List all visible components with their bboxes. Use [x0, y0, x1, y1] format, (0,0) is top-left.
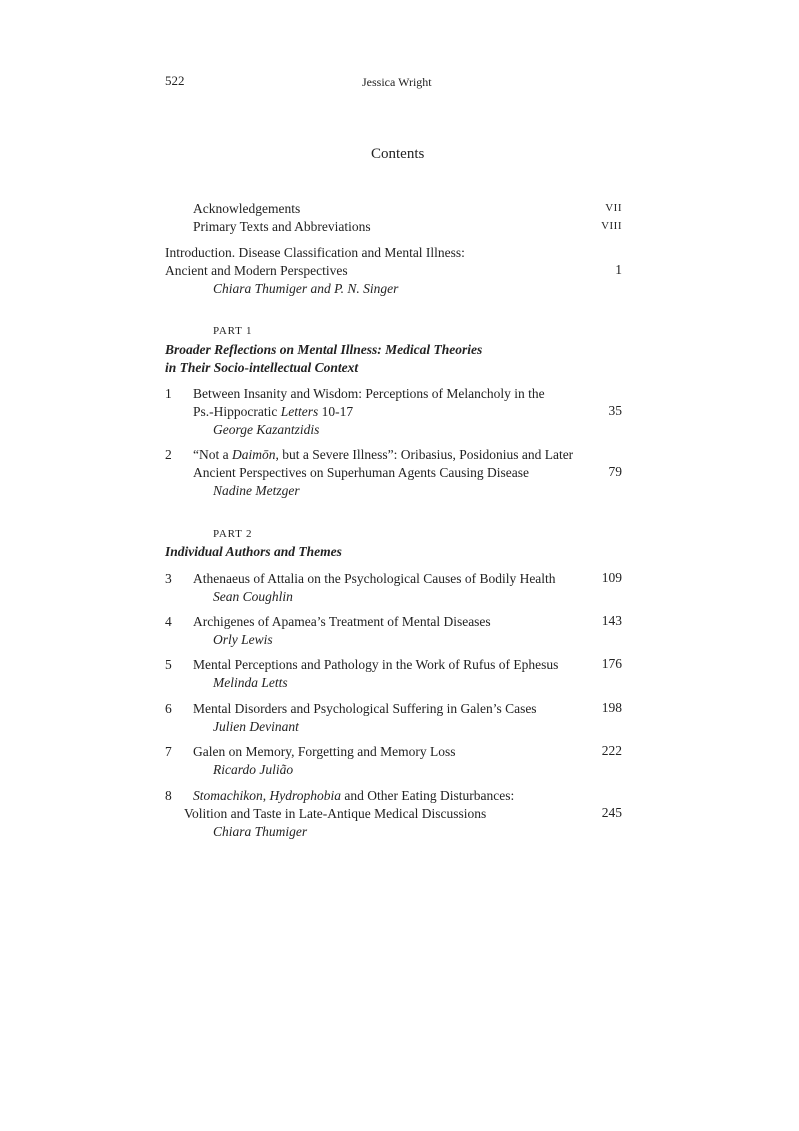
- introduction-page: 1: [615, 262, 622, 277]
- chapter-number: 4: [165, 614, 172, 629]
- chapter-title-line1: “Not a Daimōn, but a Severe Illness”: Oribasius, Posidonius and Later: [193, 447, 574, 462]
- part2-title: Individual Authors and Themes: [165, 544, 342, 559]
- page-number: 522: [165, 73, 185, 88]
- introduction-author: Chiara Thumiger and P. N. Singer: [213, 281, 399, 296]
- front-matter-primary-texts: Primary Texts and Abbreviations: [193, 219, 371, 234]
- chapter-number: 1: [165, 386, 172, 401]
- part2-label: PART 2: [213, 528, 253, 540]
- chapter-title: Galen on Memory, Forgetting and Memory Loss: [193, 744, 456, 759]
- chapter-title-italic: Stomachikon: [193, 788, 263, 803]
- chapter-page: 109: [601, 570, 622, 585]
- part1-label: PART 1: [213, 325, 253, 337]
- front-matter-acknowledgements: Acknowledgements: [193, 201, 301, 216]
- front-matter-acknowledgements-page: VII: [605, 202, 622, 214]
- chapter-author: Melinda Letts: [213, 675, 288, 690]
- chapter-number: 5: [165, 657, 172, 672]
- chapter-page: 245: [601, 805, 622, 820]
- chapter-author: Nadine Metzger: [213, 483, 300, 498]
- part1-title-line2: in Their Socio-intellectual Context: [165, 360, 359, 375]
- introduction-title-line1: Introduction. Disease Classification and Mental Illness:: [165, 245, 465, 260]
- chapter-title-italic: Hydrophobia: [269, 788, 341, 803]
- chapter-number: 6: [165, 701, 172, 716]
- chapter-author: Julien Devinant: [213, 719, 299, 734]
- chapter-page: 143: [601, 613, 622, 628]
- chapter-page: 79: [608, 464, 622, 479]
- chapter-title: Mental Perceptions and Pathology in the Work of Rufus of Ephesus: [193, 657, 559, 672]
- chapter-page: 35: [608, 403, 622, 418]
- chapter-title-italic: Daimōn: [231, 447, 276, 462]
- chapter-title-line2: Volition and Taste in Late-Antique Medical Discussions: [184, 806, 487, 821]
- chapter-author: Orly Lewis: [213, 632, 273, 647]
- chapter-author: George Kazantzidis: [213, 422, 320, 437]
- chapter-title-line2: Ancient Perspectives on Superhuman Agents Causing Disease: [193, 465, 529, 480]
- chapter-page: 222: [601, 743, 622, 758]
- chapter-number: 7: [165, 744, 172, 759]
- chapter-number: 8: [165, 788, 172, 803]
- chapter-title-line2: Ps.-Hippocratic Letters 10-17: [193, 404, 354, 419]
- chapter-title-line1: Stomachikon, Hydrophobia and Other Eating Disturbances:: [193, 788, 515, 803]
- part1-title-line1: Broader Reflections on Mental Illness: Medical Theories: [165, 342, 483, 357]
- chapter-title-line1: Between Insanity and Wisdom: Perceptions of Melancholy in the: [193, 386, 545, 401]
- chapter-author: Ricardo Julião: [213, 762, 294, 777]
- chapter-page: 198: [601, 700, 622, 715]
- chapter-title: Archigenes of Apamea’s Treatment of Mental Diseases: [193, 614, 491, 629]
- chapter-author: Chiara Thumiger: [213, 824, 308, 839]
- chapter-number: 2: [165, 447, 172, 462]
- front-matter-primary-texts-page: VIII: [601, 220, 622, 232]
- chapter-title: Athenaeus of Attalia on the Psychological Causes of Bodily Health: [193, 571, 556, 586]
- chapter-title: Mental Disorders and Psychological Suffering in Galen’s Cases: [193, 701, 537, 716]
- introduction-title-line2: Ancient and Modern Perspectives: [165, 263, 348, 278]
- chapter-number: 3: [165, 571, 172, 586]
- chapter-author: Sean Coughlin: [213, 589, 293, 604]
- contents-title: Contents: [371, 146, 425, 162]
- chapter-title-italic: Letters: [280, 404, 319, 419]
- chapter-page: 176: [601, 656, 622, 671]
- running-head: Jessica Wright: [362, 75, 432, 89]
